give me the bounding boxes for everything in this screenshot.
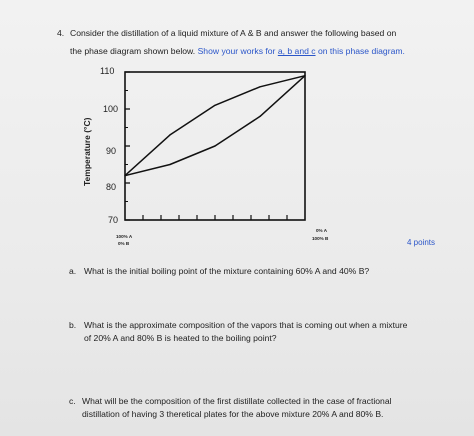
intro-line-1: Consider the distillation of a liquid mixture of A & B and answer the following based on <box>70 28 397 38</box>
y-tick-label-90: 90 <box>106 146 117 156</box>
y-axis-title: Temperature (°C) <box>82 117 92 186</box>
y-tick-label-110: 110 <box>100 66 115 76</box>
question-a-text: What is the initial boiling point of the mixture containing 60% A and 40% B? <box>84 266 370 276</box>
x-right-label-a: 0% A <box>316 228 328 233</box>
curve-point <box>169 164 170 165</box>
instruction-parts: a, b and c <box>277 46 316 56</box>
question-c-line-1: What will be the composition of the first distillate collected in the case of fractional <box>82 396 392 406</box>
question-a-letter: a. <box>69 266 77 276</box>
phase-diagram-svg <box>60 62 360 252</box>
curve-point <box>214 105 215 106</box>
instruction-suffix: on this phase diagram. <box>317 46 405 56</box>
question-number: 4. <box>57 28 65 38</box>
phase-diagram <box>60 62 360 252</box>
question-c-letter: c. <box>69 396 76 406</box>
intro-line-2 <box>70 46 405 57</box>
y-tick-label-70: 70 <box>108 215 119 225</box>
curve-point <box>214 145 215 146</box>
curve-point <box>259 86 260 87</box>
liquid-curve <box>125 76 305 176</box>
curve-point <box>304 75 305 76</box>
curve-point <box>259 116 260 117</box>
points-label: 4 points <box>407 238 436 247</box>
y-tick-label-100: 100 <box>103 104 119 114</box>
intro-line-2-text: the phase diagram shown below. <box>70 46 196 56</box>
question-b-line-1: What is the approximate composition of the vapors that is coming out when a mixture <box>84 320 408 330</box>
x-left-label-b: 0% B <box>118 241 130 246</box>
y-tick-label-80: 80 <box>106 182 117 192</box>
vapor-curve <box>125 76 305 176</box>
question-b-line-2: of 20% A and 80% B is heated to the boiling point? <box>84 333 277 343</box>
question-c-line-2: distillation of having 3 theretical plates for the above mixture 20% A and 80% B. <box>82 409 384 419</box>
instruction-prefix: Show your works for <box>197 46 276 56</box>
question-b-letter: b. <box>69 320 77 330</box>
curve-point <box>124 175 125 176</box>
x-left-label-a: 100% A <box>116 234 133 239</box>
curve-point <box>169 134 170 135</box>
x-right-label-b: 100% B <box>312 236 329 241</box>
